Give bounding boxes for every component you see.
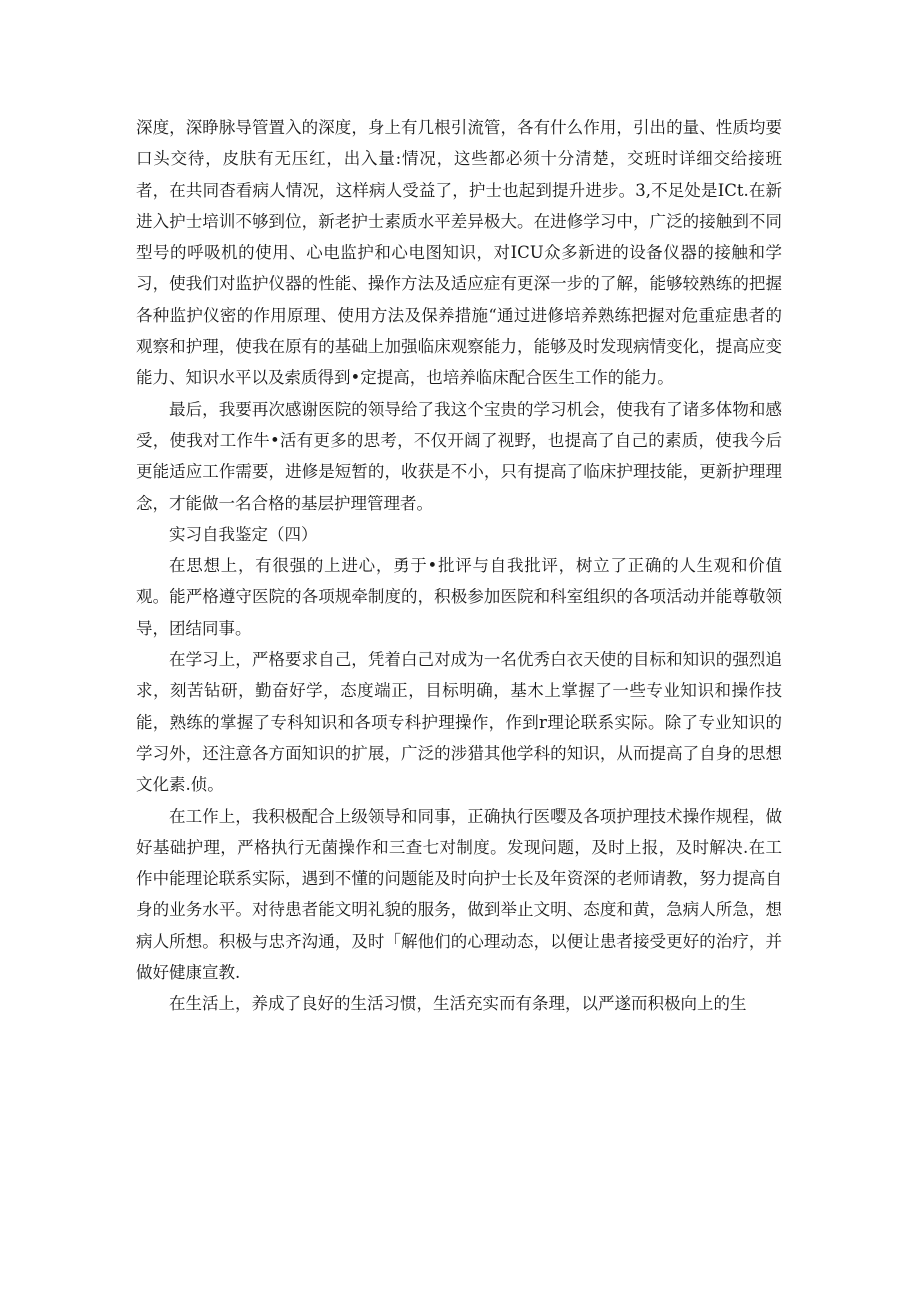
paragraph-2: 最后，我要再次感谢医院的领导给了我这个宝贵的学习机会，使我有了诸多体物和感受，使我对工作牛•活有更多的思考，不仅开阔了视野，也提高了自己的素质，使我今后更能适应工作需要，进修是短暂的，收获是不小，只有提高了临床护理技能，更新护理理念，才能做一名合格的基层护理管理者。 [136,399,782,513]
paragraph-life: 在生活上，养成了良好的生活习惯，生活充实而有条理，以严遂而积极向上的生 [169,994,747,1014]
section-heading: 实习自我鉴定（四） [169,524,318,544]
paragraph-study: 在学习上，严格要求自己，凭着白己对成为一名优秀白衣天使的目标和知识的强烈追求，刻苦钻研，勤奋好学，态度端正，目标明确，基木上掌握了一些专业知识和操作技能，熟练的掌握了专科知识和各项专科护理操作，作到r理论联系实际。除了专业知识的学习外，还注意各方面知识的扩展，广泛的涉猎其他学科的知识，从而提高了自身的思想文化素.侦。 [136,650,782,795]
paragraph-work: 在工作上，我积极配合上级领导和同事，正确执行医嘤及各项护理技术操作规程，做好基础护理，严格执行无菌操作和三查七对制度。发现问题，及时上报，及时解决.在工作中能理论联系实际，遇到不懂的问题能及时向护士长及年资深的老师请教，努力提高自身的业务水平。对待患者能文明礼貌的服务，做到举止文明、态度和黄，急病人所急，想病人所想。积极与忠齐沟通，及时「解他们的心理动态，以便让患者接受更好的治疗，并做好健康宣教. [136,806,782,983]
paragraph-1: 深度，深睁脉导管置入的深度，身上有几根引流管，各有什么作用，引出的量、性质均要口头交待，皮肤有无压红，出入量:情况，这些都必须十分清楚，交班时详细交给接班者，在共同杳看病人情况，这样病人受益了，护士也起到提升进步。3,不足处是ICt.在新进入护士培训不够到位，新老护士素质水平差异极大。在进修学习中，广泛的接触到不同型号的呼吸机的使用、心电监护和心电图知识，对ICU众多新进的设备仪器的接触和学习，使我们对监护仪器的性能、操作方法及适应症有更深一步的了解，能够较熟练的把握各种监护仪密的作用原理、使用方法及保养措施“通过进修培养熟练把握对危重症患者的观察和护理，使我在原有的基础上加强临床观察能力，能够及时发现病情变化，提高应变能力、知识水平以及索质得到•定提高，也培养临床配合医生工作的能力。 [136,118,782,388]
paragraph-thought: 在思想上，有很强的上进心，勇于•批评与自我批评，树立了正确的人生观和价值观。能严格遵守医院的各项规牵制度的，积极参加医院和科室组织的各项活动并能尊敬领导，团结同事。 [136,556,782,638]
document-body [136,112,782,1020]
